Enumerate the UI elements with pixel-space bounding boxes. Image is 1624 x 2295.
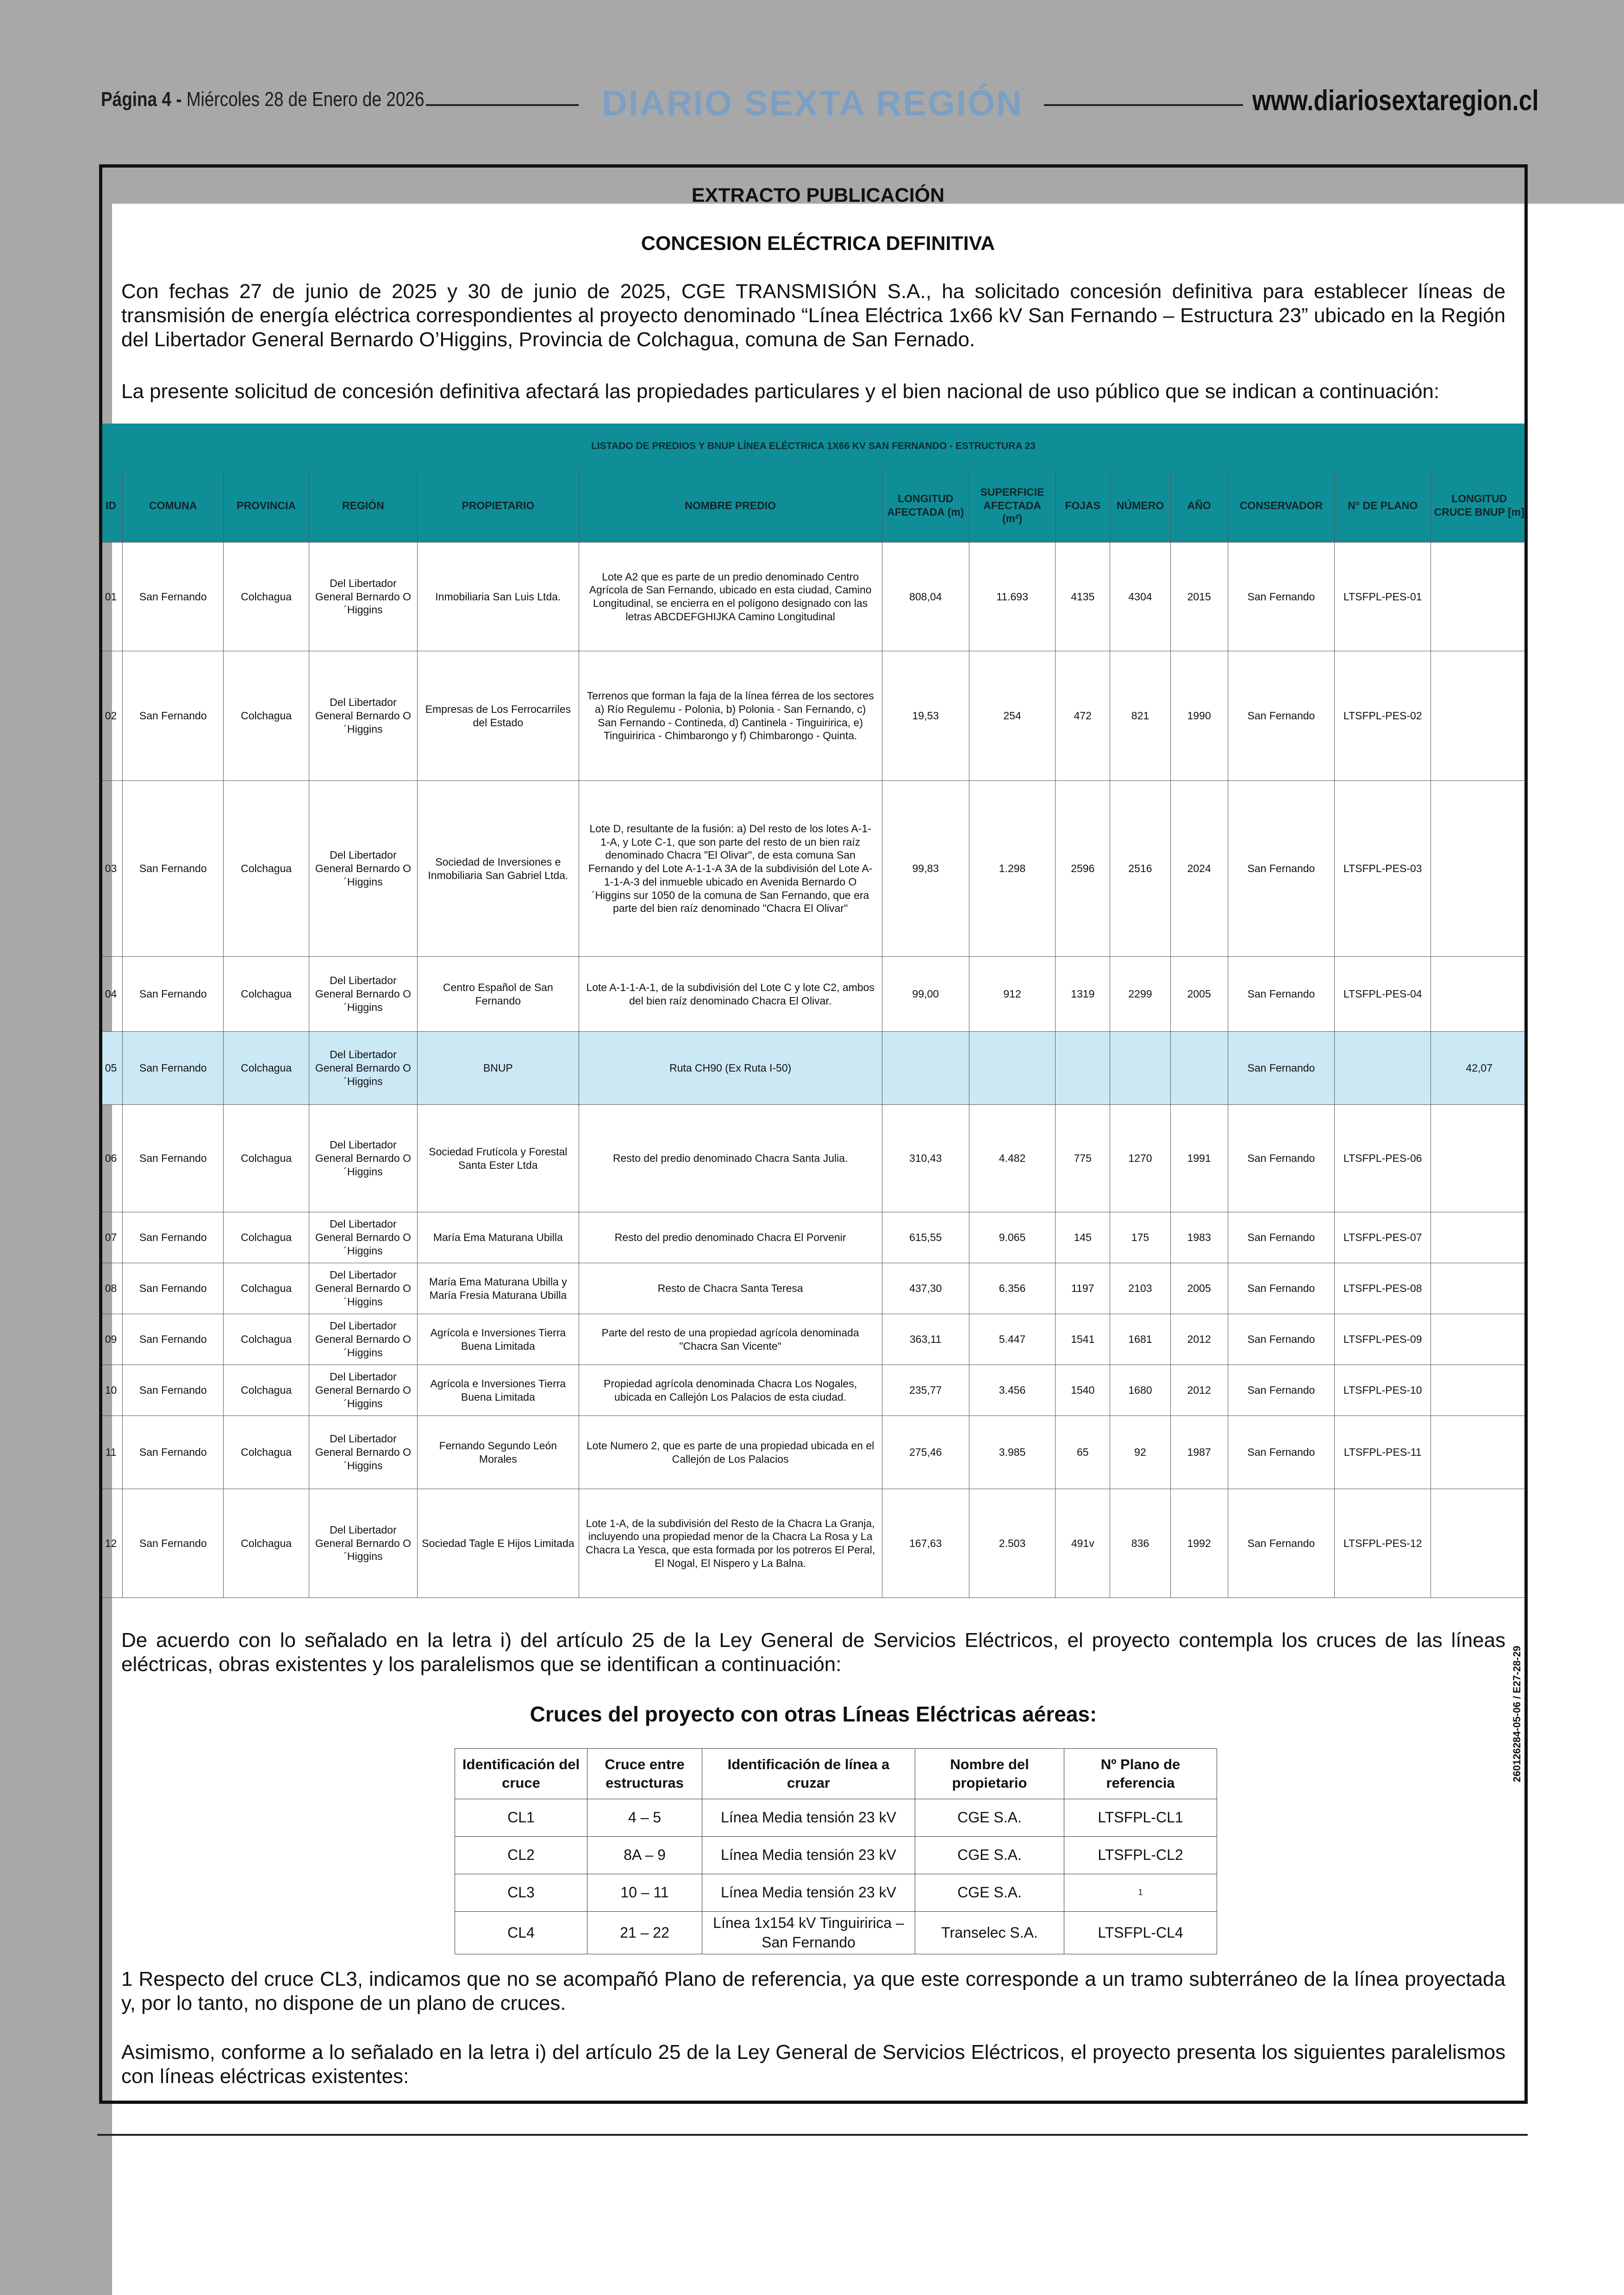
- cell-cruce: 42,07: [1431, 1032, 1528, 1105]
- cell-fojas: 775: [1056, 1105, 1110, 1212]
- cell-conservador: San Fernando: [1228, 1032, 1334, 1105]
- cell-propietario: Agrícola e Inversiones Tierra Buena Limitada: [418, 1365, 579, 1416]
- cell-conservador: San Fernando: [1228, 543, 1334, 651]
- cell-fojas: 2596: [1056, 781, 1110, 957]
- cell-anio: 1987: [1170, 1416, 1228, 1489]
- cell-region: Del Libertador General Bernardo O´Higgins: [309, 1416, 417, 1489]
- cruces-col-linea: Identificación de línea a cruzar: [702, 1749, 915, 1799]
- cell-comuna: San Fernando: [123, 1212, 224, 1263]
- cell-numero: 821: [1110, 651, 1170, 781]
- cell-numero: 2516: [1110, 781, 1170, 957]
- cell-plano: LTSFPL-PES-01: [1335, 543, 1431, 651]
- cell-provincia: Colchagua: [224, 957, 309, 1032]
- col-conservador: CONSERVADOR: [1228, 469, 1334, 543]
- cell-superficie: 2.503: [969, 1489, 1055, 1598]
- cell-nombre: Ruta CH90 (Ex Ruta I-50): [579, 1032, 882, 1105]
- cell-plano: LTSFPL-PES-08: [1335, 1263, 1431, 1314]
- cell-fojas: 1541: [1056, 1314, 1110, 1365]
- cell-comuna: San Fernando: [123, 781, 224, 957]
- col-plano: N° DE PLANO: [1335, 469, 1431, 543]
- issue-date: Miércoles 28 de Enero de 2026: [181, 88, 425, 111]
- cell-provincia: Colchagua: [224, 1212, 309, 1263]
- cell-comuna: San Fernando: [123, 1263, 224, 1314]
- cell-nombre: Lote 1-A, de la subdivisión del Resto de la Chacra La Granja, incluyendo una propiedad menor de la Chacra La Rosa y La Chacra La Yesca, que esta formada por los potreros El Peral, El Nogal, El Nispero y La Balna.: [579, 1489, 882, 1598]
- col-nombre: NOMBRE PREDIO: [579, 469, 882, 543]
- cell-conservador: San Fernando: [1228, 781, 1334, 957]
- cell-comuna: San Fernando: [123, 1105, 224, 1212]
- col-longitud: LONGITUD AFECTADA (m): [882, 469, 969, 543]
- footnote: 1 Respecto del cruce CL3, indicamos que no se acompañó Plano de referencia, ya que este corresponde a un tramo subterráneo de la línea proyectada y, por lo tanto, no dispone de un plano de cruces.: [121, 1968, 1505, 2014]
- cell-longitud: 615,55: [882, 1212, 969, 1263]
- cruces-col-id: Identificación del cruce: [455, 1749, 587, 1799]
- intro-paragraph: Con fechas 27 de junio de 2025 y 30 de junio de 2025, CGE TRANSMISIÓN S.A., ha solicitado concesión definitiva para establecer líneas de transmisión de energía eléctrica correspondientes al proyecto denominado “Línea Eléctrica 1x66 kV San Fernando – Estructura 23” ubicado en la Región del Libertador General Bernardo O’Higgins, Provincia de Colchagua, comuna de San Fernado.: [121, 280, 1505, 351]
- cell-nombre: Propiedad agrícola denominada Chacra Los Nogales, ubicada en Callejón Los Palacios de esta ciudad.: [579, 1365, 882, 1416]
- cell-nombre: Resto del predio denominado Chacra El Porvenir: [579, 1212, 882, 1263]
- cell-conservador: San Fernando: [1228, 1105, 1334, 1212]
- cruces-cell-entre: 4 – 5: [587, 1799, 702, 1837]
- cell-provincia: Colchagua: [224, 781, 309, 957]
- col-cruce: LONGITUD CRUCE BNUP [m]: [1431, 469, 1528, 543]
- col-comuna: COMUNA: [123, 469, 224, 543]
- cruces-cell-id: CL2: [455, 1837, 587, 1874]
- cell-region: Del Libertador General Bernardo O´Higgins: [309, 781, 417, 957]
- cell-anio: 1992: [1170, 1489, 1228, 1598]
- cruces-cell-prop: CGE S.A.: [915, 1837, 1064, 1874]
- cell-region: Del Libertador General Bernardo O´Higgins: [309, 1212, 417, 1263]
- col-propietario: PROPIETARIO: [418, 469, 579, 543]
- cell-anio: 1990: [1170, 651, 1228, 781]
- cell-anio: 1991: [1170, 1105, 1228, 1212]
- cell-id: 05: [100, 1032, 123, 1105]
- cell-longitud: 310,43: [882, 1105, 969, 1212]
- cell-longitud: 808,04: [882, 543, 969, 651]
- cell-provincia: Colchagua: [224, 1314, 309, 1365]
- cell-fojas: 65: [1056, 1416, 1110, 1489]
- side-code: 260126284-05-06 / E27-28-29: [1511, 1646, 1523, 1782]
- cell-fojas: 145: [1056, 1212, 1110, 1263]
- cruces-cell-prop: CGE S.A.: [915, 1874, 1064, 1912]
- col-numero: NÚMERO: [1110, 469, 1170, 543]
- header-rule-left: [426, 104, 579, 106]
- cell-numero: 2103: [1110, 1263, 1170, 1314]
- cell-superficie: 5.447: [969, 1314, 1055, 1365]
- cell-region: Del Libertador General Bernardo O´Higgins: [309, 957, 417, 1032]
- cell-numero: 175: [1110, 1212, 1170, 1263]
- cell-longitud: 363,11: [882, 1314, 969, 1365]
- cell-region: Del Libertador General Bernardo O´Higgins: [309, 651, 417, 781]
- notice-frame: [99, 164, 1528, 2104]
- cruces-cell-prop: Transelec S.A.: [915, 1912, 1064, 1954]
- cell-fojas: 491v: [1056, 1489, 1110, 1598]
- cell-numero: 1680: [1110, 1365, 1170, 1416]
- page-header: [0, 79, 1624, 130]
- cell-propietario: Sociedad de Inversiones e Inmobiliaria San Gabriel Ltda.: [418, 781, 579, 957]
- cell-anio: 1983: [1170, 1212, 1228, 1263]
- cell-propietario: Sociedad Tagle E Hijos Limitada: [418, 1489, 579, 1598]
- cell-numero: 1270: [1110, 1105, 1170, 1212]
- notice-title: EXTRACTO PUBLICACIÓN: [691, 184, 945, 206]
- cell-propietario: María Ema Maturana Ubilla y María Fresia Maturana Ubilla: [418, 1263, 579, 1314]
- cruces-cell-entre: 21 – 22: [587, 1912, 702, 1954]
- cell-provincia: Colchagua: [224, 1416, 309, 1489]
- cell-superficie: 254: [969, 651, 1055, 781]
- cruces-col-plano: Nº Plano de referencia: [1064, 1749, 1217, 1799]
- cruces-cell-id: CL1: [455, 1799, 587, 1837]
- cell-id: 03: [100, 781, 123, 957]
- final-paragraph: Asimismo, conforme a lo señalado en la letra i) del artículo 25 de la Ley General de Servicios Eléctricos, el proyecto presenta los siguientes paralelismos con líneas eléctricas existentes:: [121, 2041, 1505, 2088]
- cell-superficie: 11.693: [969, 543, 1055, 651]
- cell-fojas: 1540: [1056, 1365, 1110, 1416]
- col-provincia: PROVINCIA: [224, 469, 309, 543]
- cruces-cell-entre: 10 – 11: [587, 1874, 702, 1912]
- cell-provincia: Colchagua: [224, 1105, 309, 1212]
- cell-nombre: Lote D, resultante de la fusión: a) Del resto de los lotes A-1-1-A, y Lote C-1, que son parte del resto de un bien raíz denominado Chacra "El Olivar", de esta comuna San Fernando y del Lote A-1-1-A 3A de la subdivisión del Lote A-1-1-A-3 del inmueble ubicado en Avenida Bernardo O´Higgins sur 1050 de la comuna de San Fernando, que era parte del bien raíz denominado "Chacra El Olivar": [579, 781, 882, 957]
- cell-id: 11: [100, 1416, 123, 1489]
- cell-provincia: Colchagua: [224, 1032, 309, 1105]
- cell-longitud: 99,00: [882, 957, 969, 1032]
- cell-superficie: 3.985: [969, 1416, 1055, 1489]
- cell-anio: 2005: [1170, 957, 1228, 1032]
- header-rule-right: [1044, 104, 1243, 106]
- cell-comuna: San Fernando: [123, 1365, 224, 1416]
- cell-comuna: San Fernando: [123, 651, 224, 781]
- cell-nombre: Lote A2 que es parte de un predio denominado Centro Agrícola de San Fernando, ubicado en esta ciudad, Camino Longitudinal, se encierra en el polígono designado con las letras ABCDEFGHIJKA Camino Longitudinal: [579, 543, 882, 651]
- cell-anio: 2024: [1170, 781, 1228, 957]
- cruces-cell-plano: LTSFPL-CL1: [1064, 1799, 1217, 1837]
- cruces-cell-linea: Línea Media tensión 23 kV: [702, 1837, 915, 1874]
- cell-numero: 836: [1110, 1489, 1170, 1598]
- cell-propietario: Sociedad Frutícola y Forestal Santa Ester Ltda: [418, 1105, 579, 1212]
- cell-conservador: San Fernando: [1228, 1263, 1334, 1314]
- cell-region: Del Libertador General Bernardo O´Higgins: [309, 1263, 417, 1314]
- cell-conservador: San Fernando: [1228, 651, 1334, 781]
- cell-region: Del Libertador General Bernardo O´Higgins: [309, 1314, 417, 1365]
- cell-id: 06: [100, 1105, 123, 1212]
- cell-comuna: San Fernando: [123, 1416, 224, 1489]
- cell-region: Del Libertador General Bernardo O´Higgins: [309, 1365, 417, 1416]
- cell-fojas: 1319: [1056, 957, 1110, 1032]
- cell-fojas: 1197: [1056, 1263, 1110, 1314]
- cell-fojas: 4135: [1056, 543, 1110, 651]
- cell-conservador: San Fernando: [1228, 1314, 1334, 1365]
- cell-plano: LTSFPL-PES-12: [1335, 1489, 1431, 1598]
- cell-anio: 2005: [1170, 1263, 1228, 1314]
- cell-nombre: Lote A-1-1-A-1, de la subdivisión del Lote C y lote C2, ambos del bien raíz denominado Chacra El Olivar.: [579, 957, 882, 1032]
- cell-longitud: 19,53: [882, 651, 969, 781]
- cell-plano: LTSFPL-PES-09: [1335, 1314, 1431, 1365]
- cell-id: 04: [100, 957, 123, 1032]
- cell-longitud: 437,30: [882, 1263, 969, 1314]
- cell-plano: LTSFPL-PES-03: [1335, 781, 1431, 957]
- cell-numero: 92: [1110, 1416, 1170, 1489]
- cell-propietario: María Ema Maturana Ubilla: [418, 1212, 579, 1263]
- cell-nombre: Resto de Chacra Santa Teresa: [579, 1263, 882, 1314]
- col-region: REGIÓN: [309, 469, 417, 543]
- intro-paragraph-2: La presente solicitud de concesión definitiva afectará las propiedades particulares y el bien nacional de uso público que se indican a continuación:: [121, 380, 1440, 403]
- page-date: [101, 88, 425, 111]
- cell-conservador: San Fernando: [1228, 1365, 1334, 1416]
- cruces-paragraph: De acuerdo con lo señalado en la letra i) del artículo 25 de la Ley General de Servicios Eléctricos, el proyecto contempla los cruces de las líneas eléctricas, obras existentes y los paralelismos que se identifican a continuación:: [121, 1629, 1505, 1676]
- cell-nombre: Resto del predio denominado Chacra Santa Julia.: [579, 1105, 882, 1212]
- newspaper-name: DIARIO SEXTA REGIÓN: [602, 84, 1023, 123]
- cell-anio: 2012: [1170, 1314, 1228, 1365]
- cell-conservador: San Fernando: [1228, 1489, 1334, 1598]
- cell-superficie: 6.356: [969, 1263, 1055, 1314]
- cell-numero: 4304: [1110, 543, 1170, 651]
- cell-comuna: San Fernando: [123, 1032, 224, 1105]
- cell-region: Del Libertador General Bernardo O´Higgins: [309, 1489, 417, 1598]
- col-superficie: SUPERFICIE AFECTADA (m²): [969, 469, 1055, 543]
- cell-region: Del Libertador General Bernardo O´Higgins: [309, 543, 417, 651]
- cruces-cell-plano: 1: [1064, 1874, 1217, 1912]
- cell-comuna: San Fernando: [123, 957, 224, 1032]
- cell-region: Del Libertador General Bernardo O´Higgins: [309, 1105, 417, 1212]
- cell-superficie: 4.482: [969, 1105, 1055, 1212]
- cell-conservador: San Fernando: [1228, 1416, 1334, 1489]
- cell-nombre: Terrenos que forman la faja de la línea férrea de los sectores a) Río Regulemu - Polonia, b) Polonia - San Fernando, c) San Fernando - Contineda, d) Cantinela - Tinguiririca, e) Tinguiririca - Chimbarongo y f) Chimbarongo - Quinta.: [579, 651, 882, 781]
- cell-id: 12: [100, 1489, 123, 1598]
- cell-propietario: Empresas de Los Ferrocarriles del Estado: [418, 651, 579, 781]
- col-id: ID: [100, 469, 123, 543]
- cell-superficie: 3.456: [969, 1365, 1055, 1416]
- cell-superficie: 1.298: [969, 781, 1055, 957]
- cell-propietario: Fernando Segundo León Morales: [418, 1416, 579, 1489]
- cell-longitud: 167,63: [882, 1489, 969, 1598]
- cell-longitud: 275,46: [882, 1416, 969, 1489]
- cell-propietario: BNUP: [418, 1032, 579, 1105]
- cruces-cell-id: CL3: [455, 1874, 587, 1912]
- cell-id: 08: [100, 1263, 123, 1314]
- cruces-title: Cruces del proyecto con otras Líneas Eléctricas aéreas:: [530, 1702, 1097, 1726]
- cell-id: 01: [100, 543, 123, 651]
- cell-id: 09: [100, 1314, 123, 1365]
- cruces-col-entre: Cruce entre estructuras: [587, 1749, 702, 1799]
- cell-plano: LTSFPL-PES-06: [1335, 1105, 1431, 1212]
- cell-provincia: Colchagua: [224, 1365, 309, 1416]
- notice-subtitle: CONCESION ELÉCTRICA DEFINITIVA: [641, 232, 995, 255]
- cruces-cell-plano: LTSFPL-CL4: [1064, 1912, 1217, 1954]
- cell-plano: LTSFPL-PES-07: [1335, 1212, 1431, 1263]
- website-link[interactable]: www.diariosextaregion.cl: [1252, 85, 1539, 117]
- cell-plano: LTSFPL-PES-10: [1335, 1365, 1431, 1416]
- cell-longitud: 235,77: [882, 1365, 969, 1416]
- col-fojas: FOJAS: [1056, 469, 1110, 543]
- cell-conservador: San Fernando: [1228, 1212, 1334, 1263]
- cruces-cell-linea: Línea Media tensión 23 kV: [702, 1799, 915, 1837]
- cell-comuna: San Fernando: [123, 1489, 224, 1598]
- cell-propietario: Agrícola e Inversiones Tierra Buena Limitada: [418, 1314, 579, 1365]
- cell-id: 02: [100, 651, 123, 781]
- cell-plano: LTSFPL-PES-02: [1335, 651, 1431, 781]
- bottom-rule: [97, 2134, 1528, 2136]
- cell-region: Del Libertador General Bernardo O´Higgins: [309, 1032, 417, 1105]
- cell-anio: 2012: [1170, 1365, 1228, 1416]
- table-title: LISTADO DE PREDIOS Y BNUP LÍNEA ELÉCTRICA 1X66 KV SAN FERNANDO - ESTRUCTURA 23: [100, 424, 1528, 469]
- cruces-cell-linea: Línea 1x154 kV Tinguiririca – San Fernando: [702, 1912, 915, 1954]
- cell-numero: 2299: [1110, 957, 1170, 1032]
- cell-fojas: 472: [1056, 651, 1110, 781]
- cell-provincia: Colchagua: [224, 1489, 309, 1598]
- cell-nombre: Parte del resto de una propiedad agrícola denominada "Chacra San Vicente": [579, 1314, 882, 1365]
- cell-id: 07: [100, 1212, 123, 1263]
- cell-plano: LTSFPL-PES-04: [1335, 957, 1431, 1032]
- page-number: Página 4 -: [101, 88, 182, 111]
- col-anio: AÑO: [1170, 469, 1228, 543]
- cell-anio: 2015: [1170, 543, 1228, 651]
- cell-nombre: Lote Numero 2, que es parte de una propiedad ubicada en el Callejón de Los Palacios: [579, 1416, 882, 1489]
- cell-id: 10: [100, 1365, 123, 1416]
- cell-provincia: Colchagua: [224, 651, 309, 781]
- cruces-cell-entre: 8A – 9: [587, 1837, 702, 1874]
- cell-comuna: San Fernando: [123, 543, 224, 651]
- cell-plano: LTSFPL-PES-11: [1335, 1416, 1431, 1489]
- cell-comuna: San Fernando: [123, 1314, 224, 1365]
- cell-propietario: Inmobiliaria San Luis Ltda.: [418, 543, 579, 651]
- cell-numero: 1681: [1110, 1314, 1170, 1365]
- cell-longitud: 99,83: [882, 781, 969, 957]
- cell-propietario: Centro Español de San Fernando: [418, 957, 579, 1032]
- cell-conservador: San Fernando: [1228, 957, 1334, 1032]
- cruces-cell-prop: CGE S.A.: [915, 1799, 1064, 1837]
- cell-provincia: Colchagua: [224, 543, 309, 651]
- cell-provincia: Colchagua: [224, 1263, 309, 1314]
- cell-superficie: 9.065: [969, 1212, 1055, 1263]
- cell-superficie: 912: [969, 957, 1055, 1032]
- cruces-cell-id: CL4: [455, 1912, 587, 1954]
- cruces-cell-plano: LTSFPL-CL2: [1064, 1837, 1217, 1874]
- cruces-col-prop: Nombre del propietario: [915, 1749, 1064, 1799]
- cruces-cell-linea: Línea Media tensión 23 kV: [702, 1874, 915, 1912]
